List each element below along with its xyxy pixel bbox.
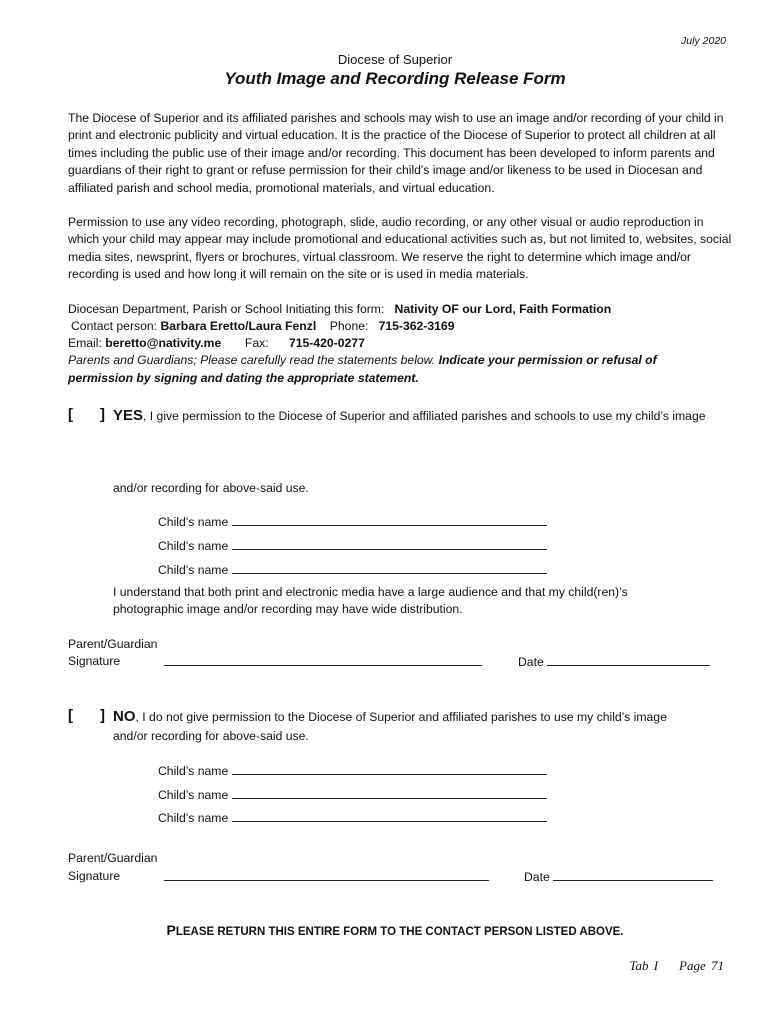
child-name-label: Child’s name xyxy=(158,539,229,553)
phone-label: Phone: xyxy=(329,319,369,333)
yes-signature-line[interactable] xyxy=(164,653,482,671)
return-first-letter: P xyxy=(166,922,176,938)
yes-statement xyxy=(113,407,706,425)
yes-child-name-1 xyxy=(158,513,547,531)
page-label: Page 71 xyxy=(679,958,724,973)
fax-value: 715-420-0277 xyxy=(288,336,365,350)
no-child-name-3 xyxy=(158,809,547,827)
initiator-label: Diocesan Department, Parish or School Initiating this form: xyxy=(68,302,385,316)
email-value: beretto@nativity.me xyxy=(105,336,222,350)
initiator-value: Nativity OF our Lord, Faith Formation xyxy=(394,302,612,316)
child-name-field[interactable] xyxy=(232,561,547,574)
return-rest: LEASE RETURN THIS ENTIRE FORM TO THE CONTACT PERSON LISTED ABOVE. xyxy=(175,926,624,938)
email-line xyxy=(68,335,365,352)
no-child-name-1 xyxy=(158,762,547,780)
child-name-label: Child’s name xyxy=(158,515,229,529)
yes-signature-label: Signature xyxy=(68,654,121,668)
no-signature-label: Signature xyxy=(68,869,121,883)
no-statement xyxy=(113,708,667,726)
date-field[interactable] xyxy=(553,868,713,881)
instruction-bold-1: Indicate your permission or refusal of xyxy=(438,353,657,367)
yes-child-name-2 xyxy=(158,537,547,555)
child-name-field[interactable] xyxy=(232,809,547,822)
child-name-label: Child’s name xyxy=(158,764,229,778)
child-name-field[interactable] xyxy=(232,786,547,799)
yes-text: , I give permission to the Diocese of Superior and affiliated parishes and schools to use my child’s image xyxy=(143,409,706,423)
intro-paragraph: The Diocese of Superior and its affiliated parishes and schools may wish to use an image and/or recording of your child in print and electronic publicity and virtual education. It is the practice of the Diocese of Superior to protect all children at all times including the public use of their image and/or recording. This document has been developed to inform parents and guardians of their right to grant or refuse permission for their child's image and/or likeness to be used in Diocesan and affiliated parish and school media, promotional materials, and virtual education. xyxy=(68,111,724,195)
child-name-label: Child’s name xyxy=(158,811,229,825)
organization-name: Diocese of Superior xyxy=(337,52,453,67)
instruction-plain: Parents and Guardians; Please carefully read the statements below. xyxy=(68,353,436,367)
date-field[interactable] xyxy=(547,653,710,666)
yes-child-name-3 xyxy=(158,561,547,579)
contact-value: Barbara Eretto/Laura Fenzl xyxy=(160,319,317,333)
fax-label: Fax: xyxy=(244,336,269,350)
no-checkbox[interactable] xyxy=(68,707,105,724)
understand-line-1: I understand that both print and electronic media have a large audience and that my child(ren)’s xyxy=(113,585,628,599)
page-footer xyxy=(629,958,724,974)
date-label: Date xyxy=(524,870,550,884)
no-bracket-close: ] xyxy=(100,707,105,724)
return-instruction xyxy=(0,922,770,938)
date-label: Date xyxy=(518,655,544,669)
yes-checkbox[interactable] xyxy=(68,406,105,423)
understand-line-2: photographic image and/or recording may have wide distribution. xyxy=(113,602,463,616)
yes-statement-2: and/or recording for above-said use. xyxy=(113,481,309,495)
yes-label: YES xyxy=(113,407,144,424)
form-title: Youth Image and Recording Release Form xyxy=(224,69,566,88)
yes-bracket-open: [ xyxy=(68,406,73,423)
no-signature-line[interactable] xyxy=(164,868,489,886)
initiator-line xyxy=(68,301,611,318)
no-statement-2: and/or recording for above-said use. xyxy=(113,729,309,743)
no-label: NO xyxy=(113,708,136,725)
email-label: Email: xyxy=(68,336,102,350)
no-text: , I do not give permission to the Diocese of Superior and affiliated parishes to use my child’s image xyxy=(135,710,667,724)
child-name-field[interactable] xyxy=(232,537,547,550)
no-date xyxy=(524,868,713,886)
no-child-name-2 xyxy=(158,786,547,804)
child-name-field[interactable] xyxy=(232,762,547,775)
yes-parent-label: Parent/Guardian xyxy=(68,637,158,651)
yes-date xyxy=(518,653,710,671)
contact-line xyxy=(71,318,454,335)
contact-label: Contact person: xyxy=(71,319,158,333)
no-parent-label: Parent/Guardian xyxy=(68,851,158,865)
tab-label: Tab I xyxy=(629,958,659,973)
form-date: July 2020 xyxy=(681,35,726,47)
instruction-line-1 xyxy=(68,352,657,369)
child-name-field[interactable] xyxy=(232,513,547,526)
child-name-label: Child’s name xyxy=(158,788,229,802)
permission-paragraph: Permission to use any video recording, photograph, slide, audio recording, or any other visual or audio reproduction in which your child may appear may include promotional and educational activities such as, but not limited to, websites, social media sites, newsprint, flyers or brochures, virtual classroom. We reserve the right to determine which image and/or recording is used and how long it will remain on the site or is used in media materials. xyxy=(68,215,732,282)
phone-value: 715-362-3169 xyxy=(378,319,455,333)
instruction-line-2: permission by signing and dating the appropriate statement. xyxy=(68,371,419,385)
yes-bracket-close: ] xyxy=(100,406,105,423)
no-bracket-open: [ xyxy=(68,707,73,724)
child-name-label: Child’s name xyxy=(158,563,229,577)
